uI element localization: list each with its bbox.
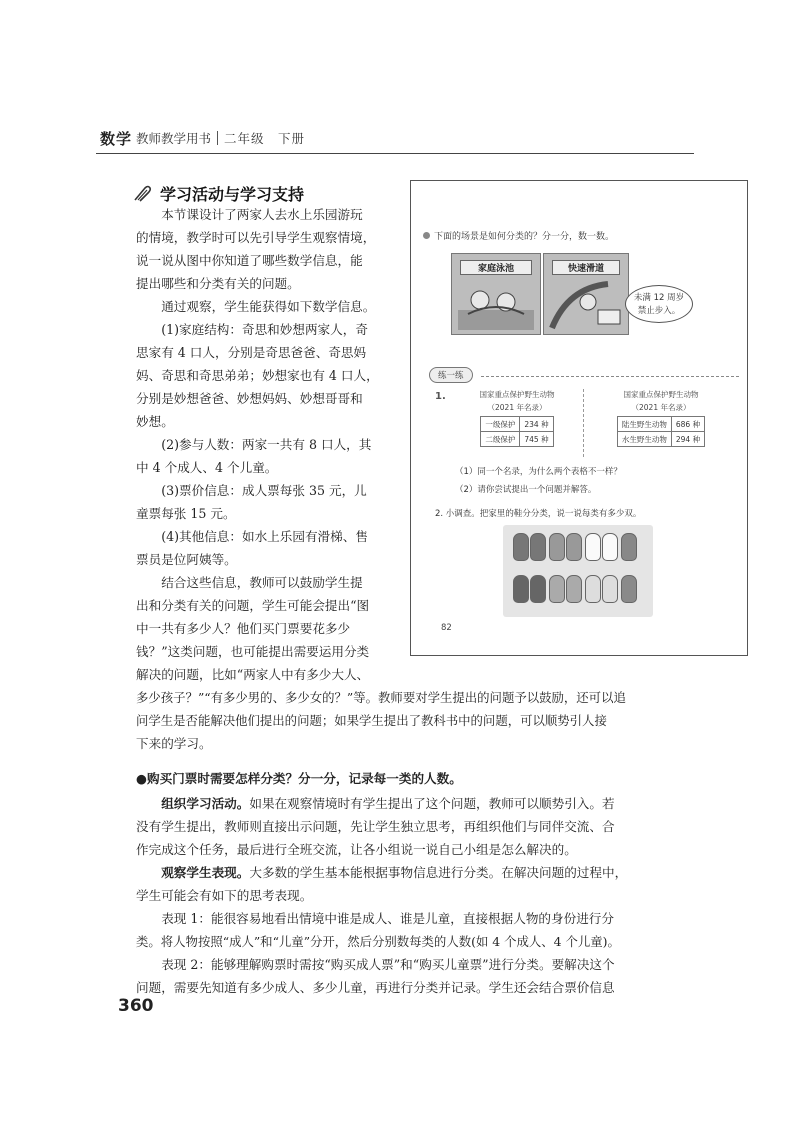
protection-level-table	[480, 416, 553, 447]
sub-question: （1）同一个名录，为什么两个表格不一样？	[455, 467, 622, 477]
header-rule	[96, 153, 694, 154]
text-line: 学生可能会有如下的思考表现。	[136, 888, 313, 903]
shoe	[549, 575, 565, 603]
table-cell: 294 种	[671, 432, 704, 447]
pool-illustration	[451, 253, 541, 335]
text-line: 问题，需要先知道有多少成人、多少儿童，再进行分类并记录。学生还会结合票价信息	[136, 980, 615, 995]
table-divider	[583, 389, 585, 457]
text-line: 结合这些信息，教师可以鼓励学生提	[136, 575, 363, 590]
lead-label: 观察学生表现。	[161, 865, 250, 880]
shoe	[513, 575, 529, 603]
text-line: 中 4 个成人、4 个儿童。	[136, 460, 278, 475]
table-block-1	[457, 389, 577, 447]
text-line: (2)参与人数：两家一共有 8 口人，其	[136, 437, 372, 452]
water-slide-image	[548, 278, 624, 330]
text-line: 妙想。	[136, 414, 174, 429]
item-number: 1.	[435, 391, 446, 402]
section-title	[132, 182, 304, 205]
text-line: 出和分类有关的问题，学生可能会提出“图	[136, 598, 370, 613]
header-divider	[217, 131, 218, 145]
paragraph-line	[136, 864, 627, 882]
text-line: 分别是妙想爸爸、妙想妈妈、妙想哥哥和	[136, 391, 363, 406]
text-line: 的情境，教学时可以先引导学生观察情境，	[136, 230, 376, 245]
table-cell: 二级保护	[481, 432, 520, 447]
speech-bubble	[625, 285, 693, 323]
text-line: 解决的问题，比如“两家人中有多少大人、	[136, 667, 370, 682]
pencil-clip-icon	[132, 185, 154, 203]
page-header	[100, 128, 305, 148]
text-line: 表现 1：能很容易地看出情境中谁是成人、谁是儿童，直接根据人物的身份进行分	[136, 911, 614, 926]
bullet-dot	[423, 232, 430, 239]
text-line: 说一说从图中你知道了哪些数学信息，能	[136, 253, 363, 268]
table-cell: 686 种	[671, 417, 704, 432]
text-line: 类。将人物按照“成人”和“儿童”分开，然后分别数每类的人数(如 4 个成人、4 个儿童)。	[136, 934, 620, 949]
shoe	[585, 575, 601, 603]
table-subtitle: （2021 年名录）	[631, 403, 691, 412]
lead-label: 组织学习活动。	[161, 796, 250, 811]
shoe	[566, 533, 582, 561]
shoe	[566, 575, 582, 603]
sub-question: （2）请你尝试提出一个问题并解答。	[455, 485, 597, 495]
table-row	[617, 417, 704, 432]
shoe	[530, 575, 546, 603]
paragraph-text: 大多数的学生基本能根据事物信息进行分类。在解决问题的过程中，	[249, 865, 628, 880]
table-cell: 745 种	[520, 432, 553, 447]
text-line: (1)家庭结构：奇思和妙想两家人，奇	[136, 322, 368, 337]
shoes-photo	[503, 525, 653, 617]
table-cell: 陆生野生动物	[617, 417, 671, 432]
shoe	[621, 575, 637, 603]
text-line: 中一共有多少人？他们买门票要花多少	[136, 621, 351, 636]
text-line: 本节课设计了两家人去水上乐园游玩	[136, 207, 363, 222]
table-cell: 234 种	[520, 417, 553, 432]
text-line: (4)其他信息：如水上乐园有滑梯、售	[136, 529, 368, 544]
page-number: 360	[118, 996, 154, 1016]
header-book: 教师教学用书	[136, 131, 212, 146]
paragraph-text: 如果在观察情境时有学生提出了这个问题，教师可以顺势引入。若	[249, 796, 615, 811]
practice-label: 练一练	[429, 367, 473, 383]
table-subtitle: （2021 年名录）	[487, 403, 547, 412]
textbook-inset	[410, 180, 748, 656]
table-row	[617, 432, 704, 447]
table-title: 国家重点保护野生动物	[479, 390, 555, 399]
shoe	[549, 533, 565, 561]
table-cell: 一级保护	[481, 417, 520, 432]
shoe	[530, 533, 546, 561]
header-subject: 数学	[100, 129, 133, 148]
text-line: 下来的学习。	[136, 736, 212, 751]
paragraph-line	[136, 795, 615, 813]
table-title: 国家重点保护野生动物	[623, 390, 699, 399]
table-row	[481, 417, 553, 432]
shoe	[585, 533, 601, 561]
text-line: 多少孩子？”“有多少男的、多少女的？”等。教师要对学生提出的问题予以鼓励，还可以追	[136, 690, 626, 705]
inset-question-text: 下面的场景是如何分类的？分一分，数一数。	[434, 232, 615, 242]
text-line: 问学生是否能解决他们提出的问题；如果学生提出了教科书中的问题，可以顺势引人接	[136, 713, 607, 728]
text-line: 妈、奇思和奇思弟弟；妙想家也有 4 口人，	[136, 368, 379, 383]
sign-family-pool: 家庭泳池	[460, 260, 532, 275]
text-line: (3)票价信息：成人票每张 35 元，儿	[136, 483, 367, 498]
slide-illustration	[543, 253, 629, 335]
text-line: 表现 2：能够理解购票时需按“购买成人票”和“购买儿童票”进行分类。要解决这个	[136, 957, 615, 972]
header-grade: 二年级 下册	[224, 131, 306, 146]
question-heading: ●购买门票时需要怎样分类？分一分，记录每一类的人数。	[136, 771, 462, 786]
text-line: 思家有 4 口人，分别是奇思爸爸、奇思妈	[136, 345, 367, 360]
shoe	[602, 575, 618, 603]
bubble-line: 禁止步入。	[637, 306, 681, 316]
habitat-table	[617, 416, 705, 447]
table-block-2	[591, 389, 731, 447]
shoe	[513, 533, 529, 561]
shoe	[602, 533, 618, 561]
bubble-line: 未满 12 周岁	[633, 293, 685, 303]
item-2-question: 2. 小调查。把家里的鞋分分类，说一说每类有多少双。	[435, 509, 642, 519]
text-line: 童票每张 15 元。	[136, 506, 236, 521]
practice-divider	[481, 376, 739, 377]
table-cell: 水生野生动物	[617, 432, 671, 447]
shoe	[621, 533, 637, 561]
inset-page-number: 82	[441, 623, 452, 633]
table-row	[481, 432, 553, 447]
text-line: 通过观察，学生能获得如下数学信息。	[136, 299, 376, 314]
section-title-text: 学习活动与学习支持	[160, 185, 305, 204]
text-line: 提出哪些和分类有关的问题。	[136, 276, 300, 291]
inset-question	[423, 229, 614, 242]
text-line: 作完成这个任务，最后进行全班交流，让各小组说一说自己小组是怎么解决的。	[136, 842, 577, 857]
text-line: 钱？”这类问题，也可能提出需要运用分类	[136, 644, 370, 659]
text-line: 票员是位阿姨等。	[136, 552, 237, 567]
sign-fast-slide: 快速滑道	[552, 260, 620, 275]
text-line: 没有学生提出，教师则直接出示问题，先让学生独立思考，再组织他们与同伴交流、合	[136, 819, 615, 834]
children-in-pool-image	[458, 280, 534, 330]
